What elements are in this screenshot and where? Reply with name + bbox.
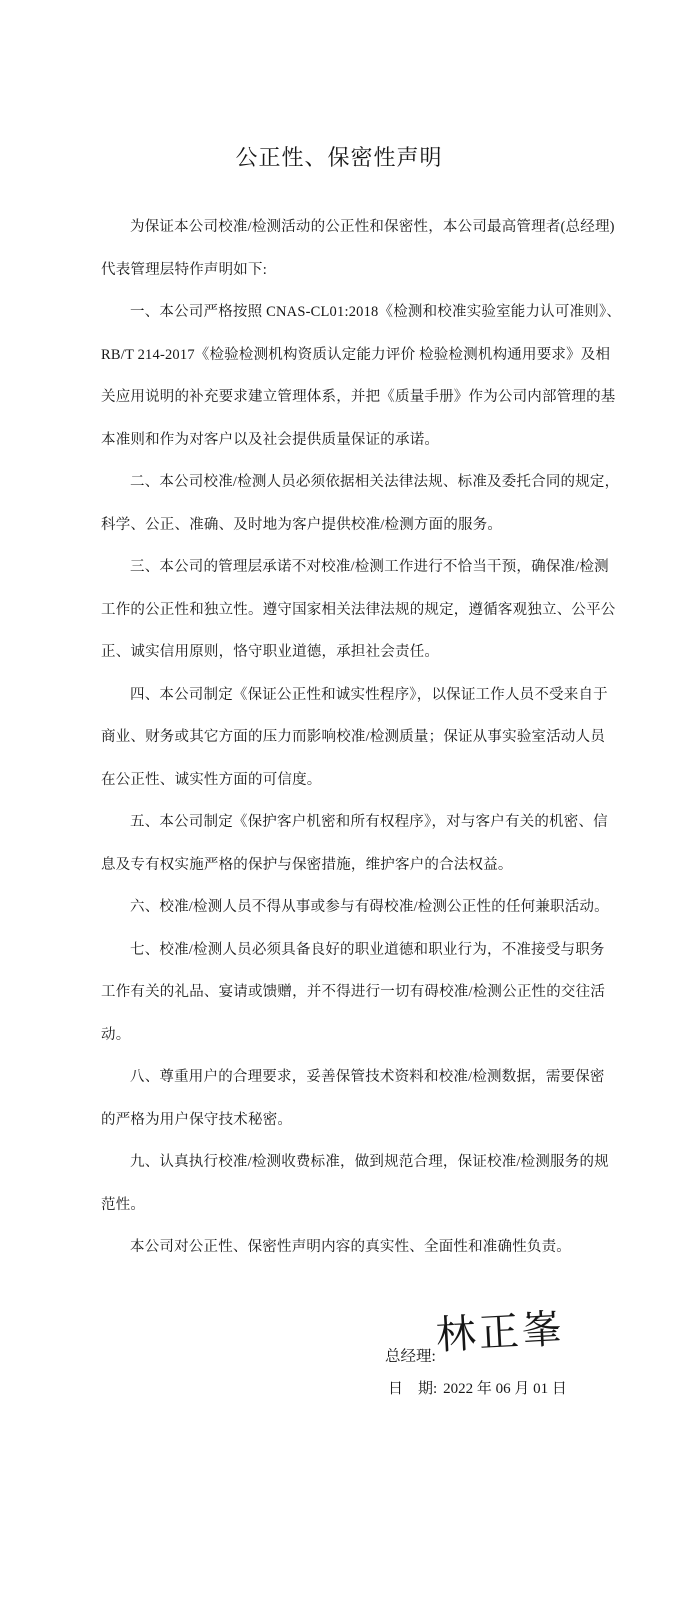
item-2-line: 二、本公司校准/检测人员必须依据相关法律法规、标准及委托合同的规定， bbox=[130, 474, 620, 490]
item-3-line: 正、诚实信用原则，恪守职业道德，承担社会责任。 bbox=[101, 644, 440, 660]
item-8-line: 八、尊重用户的合理要求，妥善保管技术资料和校准/检测数据，需要保密 bbox=[130, 1069, 605, 1085]
item-4-line: 在公正性、诚实性方面的可信度。 bbox=[101, 771, 322, 788]
item-2-line: 科学、公正、准确、及时地为客户提供校准/检测方面的服务。 bbox=[101, 516, 503, 533]
item-9-line: 九、认真执行校准/检测收费标准，做到规范合理，保证校准/检测服务的规 bbox=[130, 1154, 609, 1170]
signature-handwriting: 林正峯 bbox=[434, 1306, 566, 1358]
item-1-line: RB/T 214-2017《检验检测机构资质认定能力评价 检验检测机构通用要求》及相 bbox=[101, 346, 611, 363]
item-1-line: 一、本公司严格按照 CNAS-CL01:2018《检测和校准实验室能力认可准则》、 bbox=[130, 304, 622, 320]
item-3-line: 三、本公司的管理层承诺不对校准/检测工作进行不恰当干预，确保准/检测 bbox=[130, 559, 609, 575]
item-1-line: 本准则和作为对客户以及社会提供质量保证的承诺。 bbox=[101, 431, 440, 448]
item-8-line: 的严格为用户保守技术秘密。 bbox=[101, 1111, 293, 1128]
item-1-line: 关应用说明的补充要求建立管理体系，并把《质量手册》作为公司内部管理的基 bbox=[101, 389, 616, 405]
item-3-line: 工作的公正性和独立性。遵守国家相关法律法规的规定，遵循客观独立、公平公 bbox=[101, 601, 616, 618]
item-7-line: 动。 bbox=[101, 1026, 131, 1043]
item-5-line: 五、本公司制定《保护客户机密和所有权程序》，对与客户有关的机密、信 bbox=[130, 814, 608, 830]
signature-role-label: 总经理: bbox=[385, 1348, 436, 1365]
intro-line: 代表管理层特作声明如下: bbox=[101, 261, 267, 278]
item-5-line: 息及专有权实施严格的保护与保密措施，维护客户的合法权益。 bbox=[101, 856, 513, 873]
document-title: 公正性、保密性声明 bbox=[235, 145, 443, 170]
document-body bbox=[101, 206, 622, 1269]
date-value: 2022 年 06 月 01 日 bbox=[443, 1381, 567, 1397]
item-7-line: 工作有关的礼品、宴请或馈赠，并不得进行一切有碍校准/检测公正性的交往活 bbox=[101, 984, 606, 1000]
signature-date-row bbox=[388, 1377, 567, 1401]
item-4-line: 商业、财务或其它方面的压力而影响校准/检测质量；保证从事实验室活动人员 bbox=[101, 729, 606, 745]
date-label: 日 期: bbox=[388, 1381, 438, 1397]
item-6-line: 六、校准/检测人员不得从事或参与有碍校准/检测公正性的任何兼职活动。 bbox=[130, 899, 609, 915]
closing-statement: 本公司对公正性、保密性声明内容的真实性、全面性和准确性负责。 bbox=[130, 1239, 571, 1255]
intro-line: 为保证本公司校准/检测活动的公正性和保密性，本公司最高管理者(总经理) bbox=[130, 219, 615, 235]
item-7-line: 七、校准/检测人员必须具备良好的职业道德和职业行为，不准接受与职务 bbox=[130, 941, 605, 958]
item-4-line: 四、本公司制定《保证公正性和诚实性程序》，以保证工作人员不受来自于 bbox=[130, 686, 608, 703]
item-9-line: 范性。 bbox=[101, 1196, 146, 1213]
